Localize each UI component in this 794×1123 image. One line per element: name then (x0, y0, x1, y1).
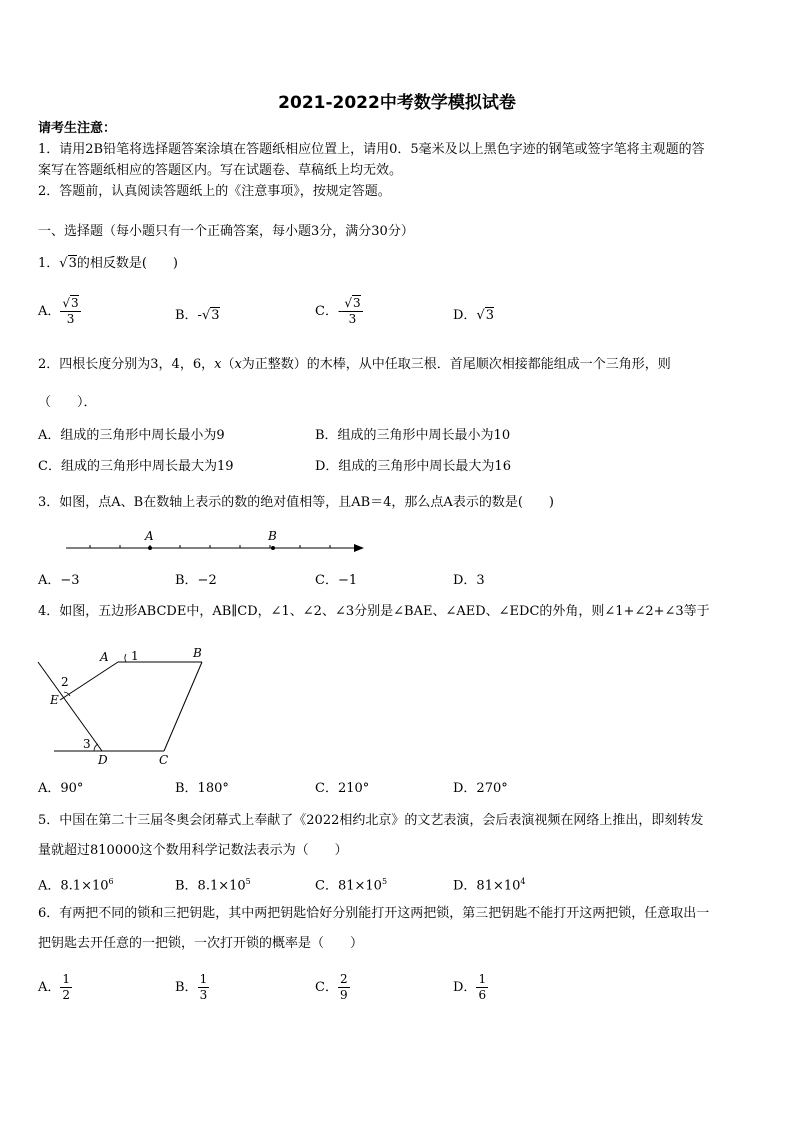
question-4-stem: 4．如图，五边形ABCDE中，AB∥CD，∠1、∠2、∠3分别是∠BAE、∠AED、∠EDC的外角，则∠1+∠2+∠3等于 (38, 604, 710, 619)
q5-option-c: C．$81\times 10^5$ (315, 877, 388, 894)
q4-option-c: C．210° (315, 781, 370, 796)
vertex-a-label: A (100, 650, 109, 664)
angle-2-label: 2 (61, 675, 69, 689)
question-3-stem: 3．如图，点A、B在数轴上表示的数的绝对值相等，且AB＝4，那么点A表示的数是( ) (38, 495, 554, 510)
q2-option-c: C．组成的三角形中周长最大为19 (38, 459, 234, 474)
section-heading: 一、选择题（每小题只有一个正确答案，每小题3分，满分30分） (38, 224, 414, 239)
q1-option-d: D．√3 (453, 308, 495, 323)
question-2-stem-end: （ ）． (38, 395, 97, 410)
question-5-stem-2: 量就超过810000这个数用科学记数法表示为（ ） (38, 843, 348, 858)
q6-option-b: B． $\frac{1}{3}$ (175, 972, 208, 1002)
notice-line-1a: 1．请用2B铅笔将选择题答案涂填在答题纸相应位置上，请用0．5毫米及以上黑色字迹的钢笔或签字笔将主观题的答 (38, 142, 705, 157)
vertex-e-label: E (50, 693, 59, 707)
q6-option-c: C． $\frac{2}{9}$ (315, 972, 348, 1002)
q5-option-a: A．$8.1\times 10^6$ (38, 877, 114, 894)
q3-option-b: B．−2 (175, 573, 217, 588)
point-b-label: B (268, 529, 277, 543)
vertex-d-label: D (98, 753, 108, 767)
angle-1-label: 1 (131, 649, 139, 663)
q3-option-d: D．3 (453, 573, 485, 588)
q1-option-b: B．-√3 (175, 308, 220, 323)
pentagon-figure (30, 640, 220, 770)
q4-option-a: A．90° (38, 781, 84, 796)
q4-option-b: B．180° (175, 781, 229, 796)
page-title: 2021-2022中考数学模拟试卷 (278, 93, 516, 113)
q2-option-a: A．组成的三角形中周长最小为9 (38, 428, 225, 443)
notice-heading: 请考生注意： (38, 121, 117, 136)
question-6-stem-1: 6．有两把不同的锁和三把钥匙，其中两把钥匙恰好分别能打开这两把锁，第三把钥匙不能打开这两把锁，任意取出一 (38, 906, 710, 921)
question-5-stem-1: 5．中国在第二十三届冬奥会闭幕式上奉献了《2022相约北京》的文艺表演，会后表演视频在网络上推出，即刻转发 (38, 813, 704, 828)
number-line-figure (60, 528, 370, 560)
q6-option-d: D． $\frac{1}{6}$ (453, 972, 487, 1002)
question-6-stem-2: 把钥匙去开任意的一把锁，一次打开锁的概率是（ ） (38, 936, 364, 951)
notice-line-1b: 案写在答题纸相应的答题区内。写在试题卷、草稿纸上均无效。 (38, 163, 403, 178)
q2-option-d: D．组成的三角形中周长最大为16 (315, 459, 511, 474)
q2-option-b: B．组成的三角形中周长最小为10 (315, 428, 511, 443)
q3-option-a: A．−3 (38, 573, 80, 588)
q1-option-a: A． $\frac{√3}{3}$ (38, 296, 79, 326)
q1-option-c: C．- $\frac{√3}{3}$ (315, 296, 361, 326)
question-1-stem: 1．√3的相反数是( ) (38, 256, 179, 271)
q6-option-a: A． $\frac{1}{2}$ (38, 972, 71, 1002)
point-a-label: A (145, 529, 154, 543)
q5-option-b: B．$8.1\times 10^5$ (175, 877, 251, 894)
vertex-c-label: C (159, 753, 169, 767)
q3-option-c: C．−1 (315, 573, 358, 588)
notice-line-2: 2．答题前，认真阅读答题纸上的《注意事项》，按规定答题。 (38, 184, 391, 199)
question-2-stem: 2．四根长度分别为3，4，6，x（x为正整数）的木棒，从中任取三根．首尾顺次相接都能组成一个三角形，则 (38, 357, 671, 372)
q4-option-d: D．270° (453, 781, 508, 796)
vertex-b-label: B (193, 646, 202, 660)
q5-option-d: D．$81\times 10^4$ (453, 877, 526, 894)
angle-3-label: 3 (83, 737, 91, 751)
